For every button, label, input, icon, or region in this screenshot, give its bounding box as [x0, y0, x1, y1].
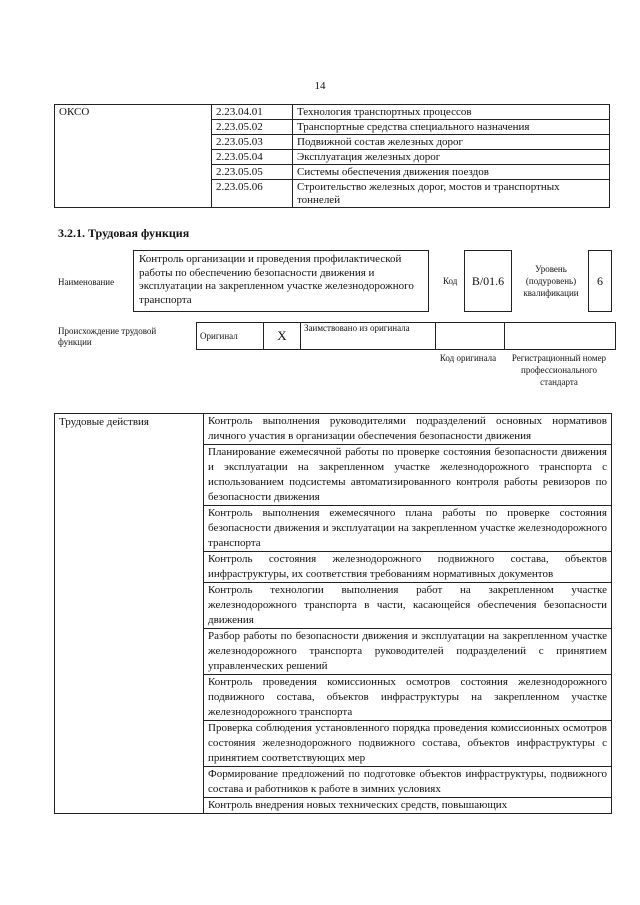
- okso-name: Эксплуатация железных дорог: [293, 150, 610, 165]
- reg-number-label: Регистрационный номер профессионального стандарта: [511, 353, 607, 387]
- okso-code: 2.23.05.04: [212, 150, 293, 165]
- labor-action: Разбор работы по безопасности движения и эксплуатации на закрепленном участке железнодорожного транспорта руководителей подразделений с принятием управленческих решений: [204, 629, 612, 675]
- labor-action: Контроль технологии выполнения работ на закрепленном участке железнодорожного транспорта в части, касающейся обеспечения безопасности движения: [204, 583, 612, 629]
- okso-name: Технология транспортных процессов: [293, 105, 610, 120]
- labor-action: Планирование ежемесячной работы по проверке состояния безопасности движения и эксплуатации на закрепленном участке железнодорожного транспорта с использованием подсистемы автоматизированного контроля работы ревизоров по безопасности движения: [204, 445, 612, 506]
- labor-action: Контроль проведения комиссионных осмотров состояния железнодорожного подвижного состава, объектов инфраструктуры на закрепленном участке железнодорожного транспорта: [204, 675, 612, 721]
- level-label: Уровень (подуровень) квалификации: [523, 264, 579, 298]
- original-code-label: Код оригинала: [439, 353, 497, 363]
- okso-label: ОКСО: [55, 105, 212, 208]
- okso-name: Системы обеспечения движения поездов: [293, 165, 610, 180]
- function-code: В/01.6: [464, 250, 512, 312]
- qualification-level: 6: [588, 250, 612, 312]
- borrowed-label: Заимствовано из оригинала: [301, 323, 436, 350]
- okso-code: 2.23.05.06: [212, 180, 293, 208]
- original-mark: X: [264, 323, 301, 350]
- code-label: Код: [443, 276, 458, 286]
- okso-code: 2.23.05.03: [212, 135, 293, 150]
- reg-number-cell: [505, 323, 616, 350]
- origin-label: Происхождение трудовой функции: [58, 326, 157, 347]
- name-label: Наименование: [58, 277, 115, 287]
- okso-code: 2.23.05.05: [212, 165, 293, 180]
- original-label: Оригинал: [197, 323, 264, 350]
- page-number: 14: [314, 80, 326, 92]
- okso-name: Транспортные средства специального назначения: [293, 120, 610, 135]
- original-code-cell: [436, 323, 505, 350]
- okso-name: Строительство железных дорог, мостов и транспортных тоннелей: [293, 180, 610, 208]
- labor-action: Контроль внедрения новых технических средств, повышающих: [204, 798, 612, 814]
- labor-actions-table: [54, 413, 612, 814]
- labor-action: Контроль выполнения руководителями подразделений основных нормативов личного участия в организации обеспечения безопасности движения: [204, 414, 612, 445]
- table-row: [55, 414, 612, 445]
- origin-table: [196, 322, 616, 350]
- labor-action: Контроль состояния железнодорожного подвижного состава, объектов инфраструктуры, их соответствия требованиям нормативных документов: [204, 552, 612, 583]
- okso-table: [54, 104, 610, 208]
- okso-row: [55, 105, 610, 120]
- labor-action: Формирование предложений по подготовке объектов инфраструктуры, подвижного состава и работников к работе в зимних условиях: [204, 767, 612, 798]
- okso-code: 2.23.05.02: [212, 120, 293, 135]
- labor-action: Проверка соблюдения установленного порядка проведения комиссионных осмотров состояния железнодорожного подвижного состава, объектов инфраструктуры с принятием соответствующих мер: [204, 721, 612, 767]
- okso-code: 2.23.04.01: [212, 105, 293, 120]
- function-name: Контроль организации и проведения профилактической работы по обеспечению безопасности движения и эксплуатации на закрепленном участке железнодорожного транспорта: [133, 250, 429, 312]
- labor-action: Контроль выполнения ежемесячного плана работы по проверке состояния безопасности движения и эксплуатации на закрепленном участке железнодорожного транспорта: [204, 506, 612, 552]
- okso-name: Подвижной состав железных дорог: [293, 135, 610, 150]
- section-title: 3.2.1. Трудовая функция: [58, 226, 190, 240]
- labor-actions-label: Трудовые действия: [55, 414, 204, 814]
